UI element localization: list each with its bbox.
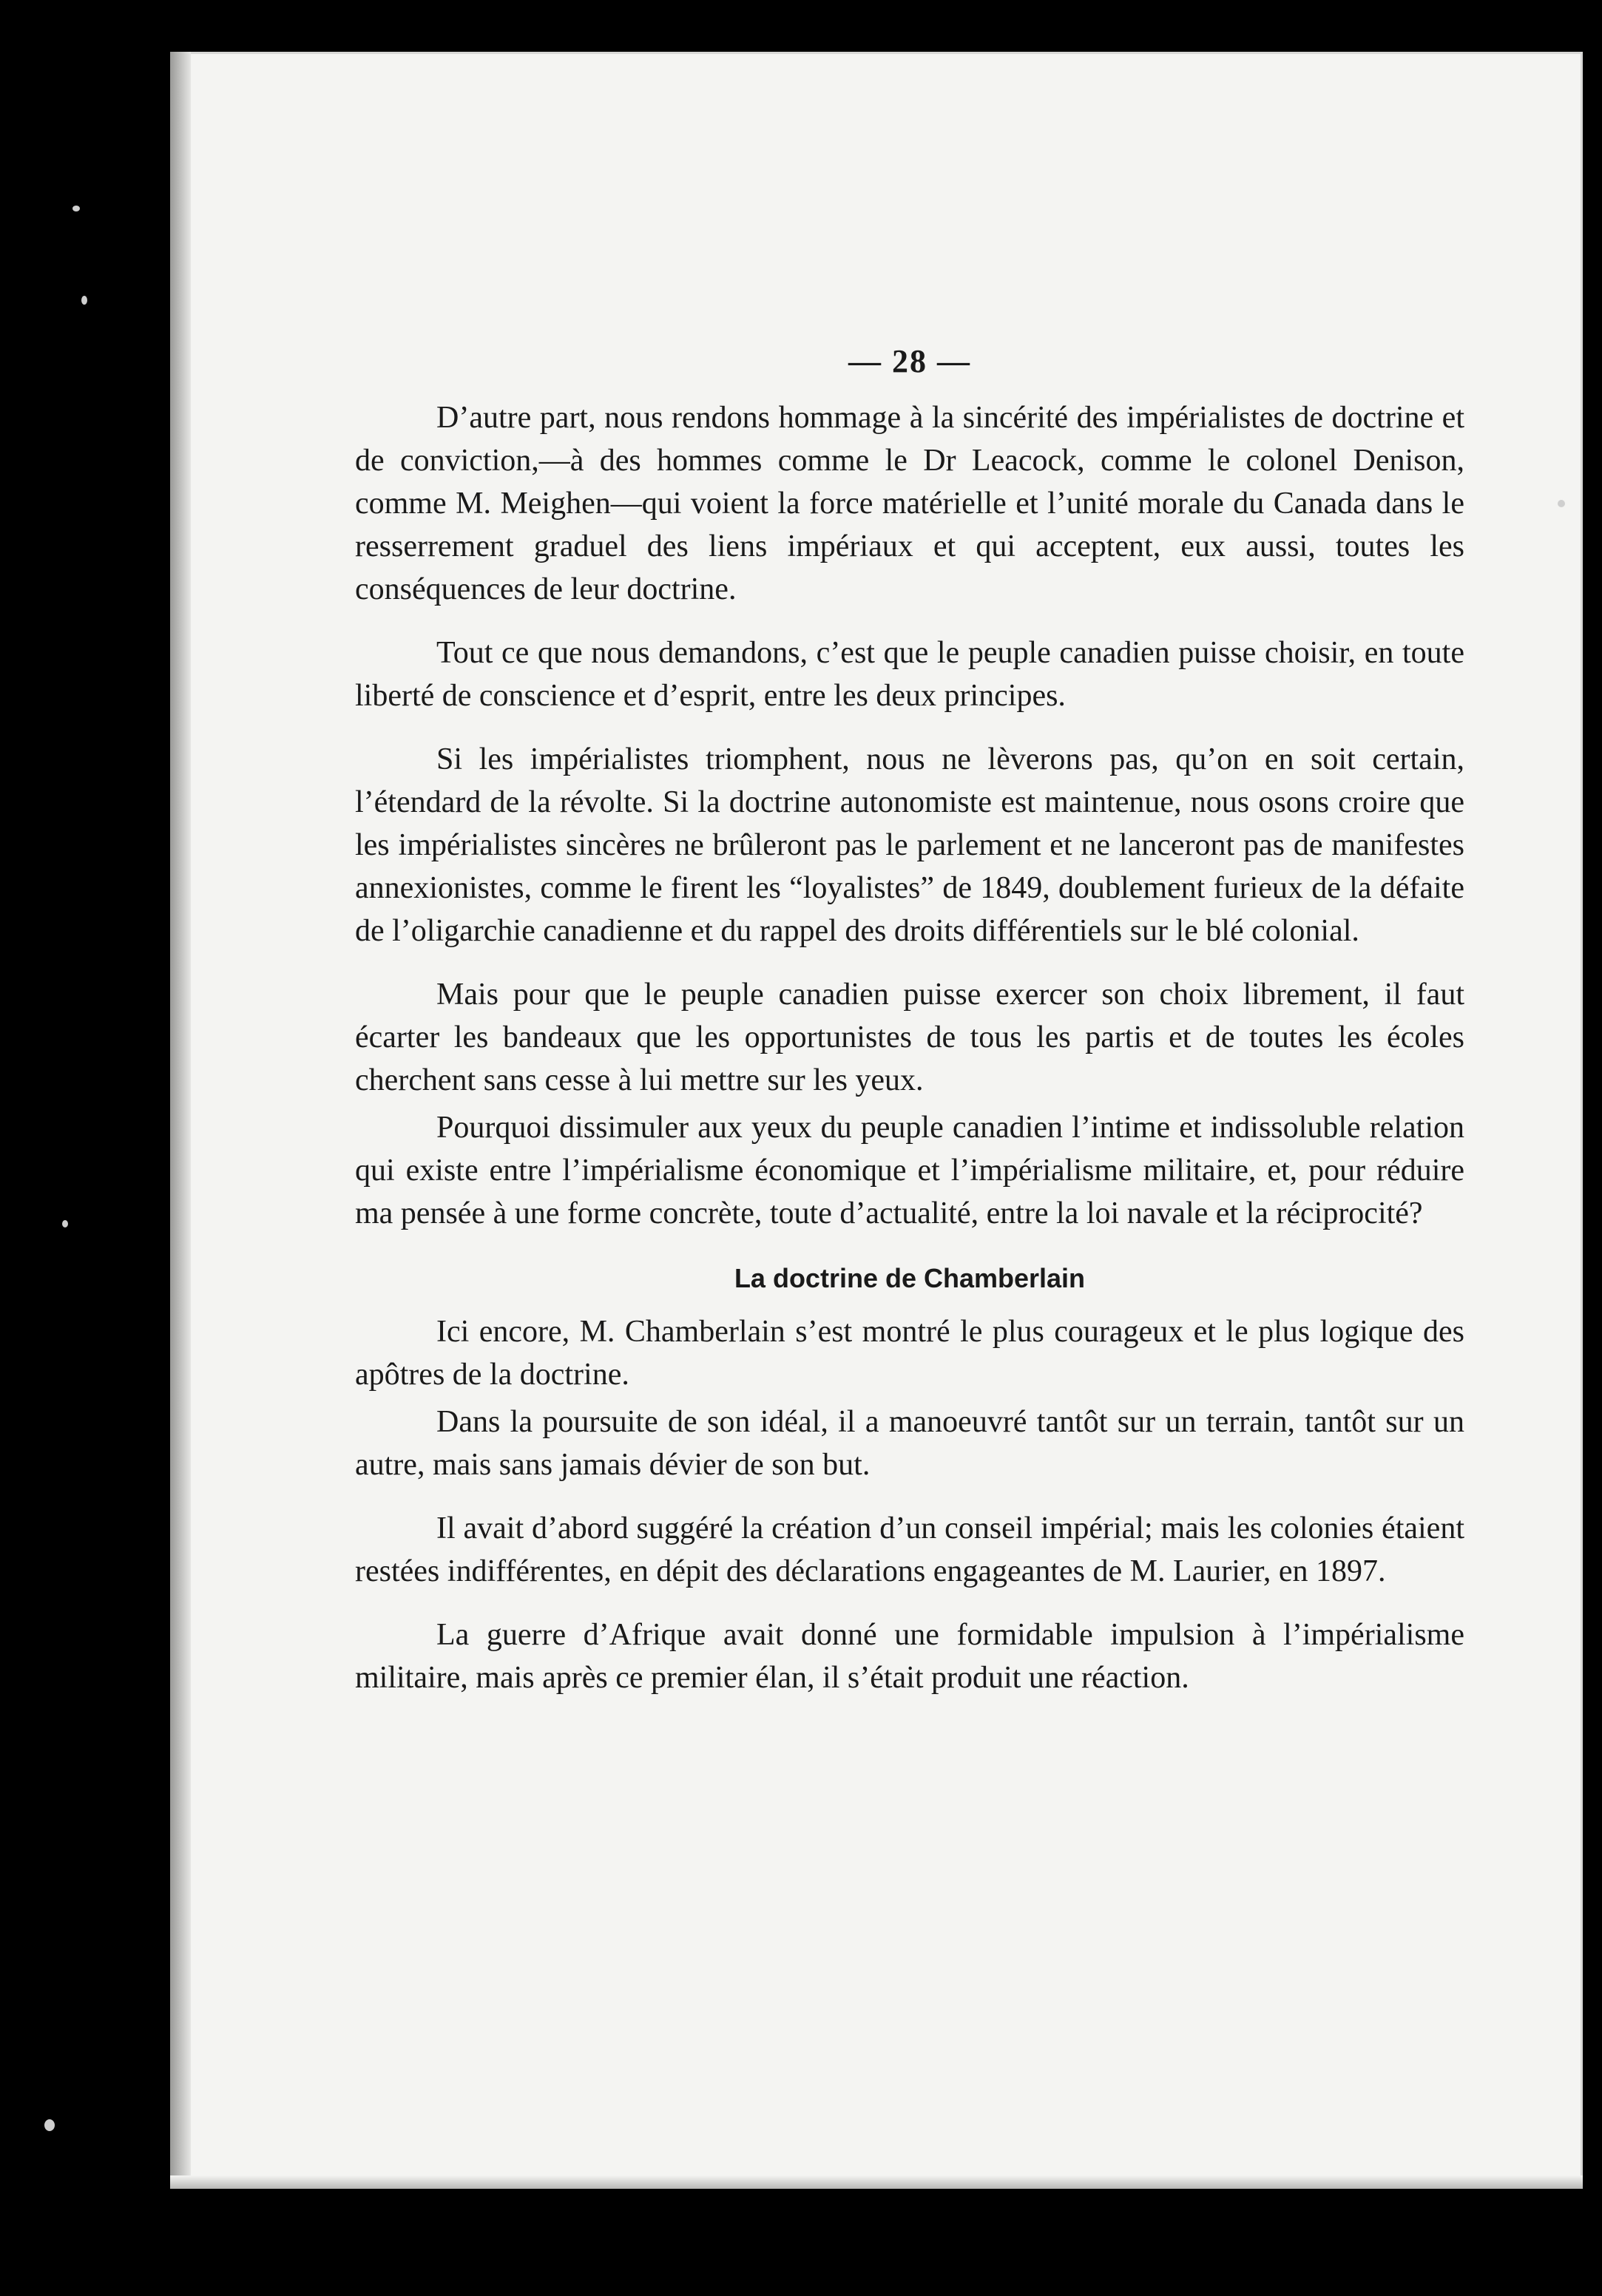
paragraph: Mais pour que le peuple canadien puisse exercer son choix librement, il faut écarter les bandeaux que les opportunistes de tous les partis et de toutes les écoles cherchent sans cesse à lui mettre sur les yeux. [355, 978, 1464, 1097]
scan-speck [1558, 500, 1565, 507]
scanned-page [170, 52, 1583, 2189]
page-binding-shadow [170, 52, 191, 2189]
page-number: — 28 — [848, 343, 971, 379]
paragraph: Dans la poursuite de son idéal, il a manoeuvré tantôt sur un terrain, tantôt sur un autre, mais sans jamais dévier de son but. [355, 1405, 1464, 1482]
section-heading: La doctrine de Chamberlain [734, 1263, 1086, 1293]
scan-speck [72, 206, 80, 211]
paragraph: Si les impérialistes triomphent, nous ne lèverons pas, qu’on en soit certain, l’étendard de la révolte. Si la doctrine autonomiste est maintenue, nous osons croire que les impérialistes sincères ne brûleront pas le parlement et ne lanceront pas de manifestes annexionistes, comme le firent les “loyalistes” de 1849, doublement furieux de la défaite de l’oligarchie canadienne et du rappel des droits différentiels sur le blé colonial. [355, 742, 1464, 948]
page-content [355, 340, 1464, 1720]
paragraph: La guerre d’Afrique avait donné une formidable impulsion à l’impérialisme militaire, mais après ce premier élan, il s’était produit une réaction. [355, 1618, 1464, 1695]
paragraph: Il avait d’abord suggéré la création d’un conseil impérial; mais les colonies étaient restées indifférentes, en dépit des déclarations engageantes de M. Laurier, en 1897. [355, 1511, 1464, 1588]
scan-speck [62, 1220, 68, 1227]
paragraph: D’autre part, nous rendons hommage à la sincérité des impérialistes de doctrine et de conviction,—à des hommes comme le Dr Leacock, comme le colonel Denison, comme M. Meighen—qui voient la force matérielle et l’unité morale du Canada dans le resserrement graduel des liens impériaux et qui acceptent, eux aussi, toutes les conséquences de leur doctrine. [355, 401, 1464, 606]
paragraph: Pourquoi dissimuler aux yeux du peuple canadien l’intime et indissoluble relation qui existe entre l’impérialisme économique et l’impérialisme militaire, et, pour réduire ma pensée à une forme concrète, toute d’actualité, entre la loi navale et la réciprocité? [355, 1111, 1464, 1230]
paragraph: Ici encore, M. Chamberlain s’est montré le plus courageux et le plus logique des apôtres de la doctrine. [355, 1315, 1464, 1392]
scan-speck [44, 2119, 55, 2131]
page-bottom-shadow [170, 2175, 1583, 2189]
paragraph: Tout ce que nous demandons, c’est que le peuple canadien puisse choisir, en toute liberté de conscience et d’esprit, entre les deux principes. [355, 636, 1464, 713]
scan-speck [81, 296, 87, 305]
